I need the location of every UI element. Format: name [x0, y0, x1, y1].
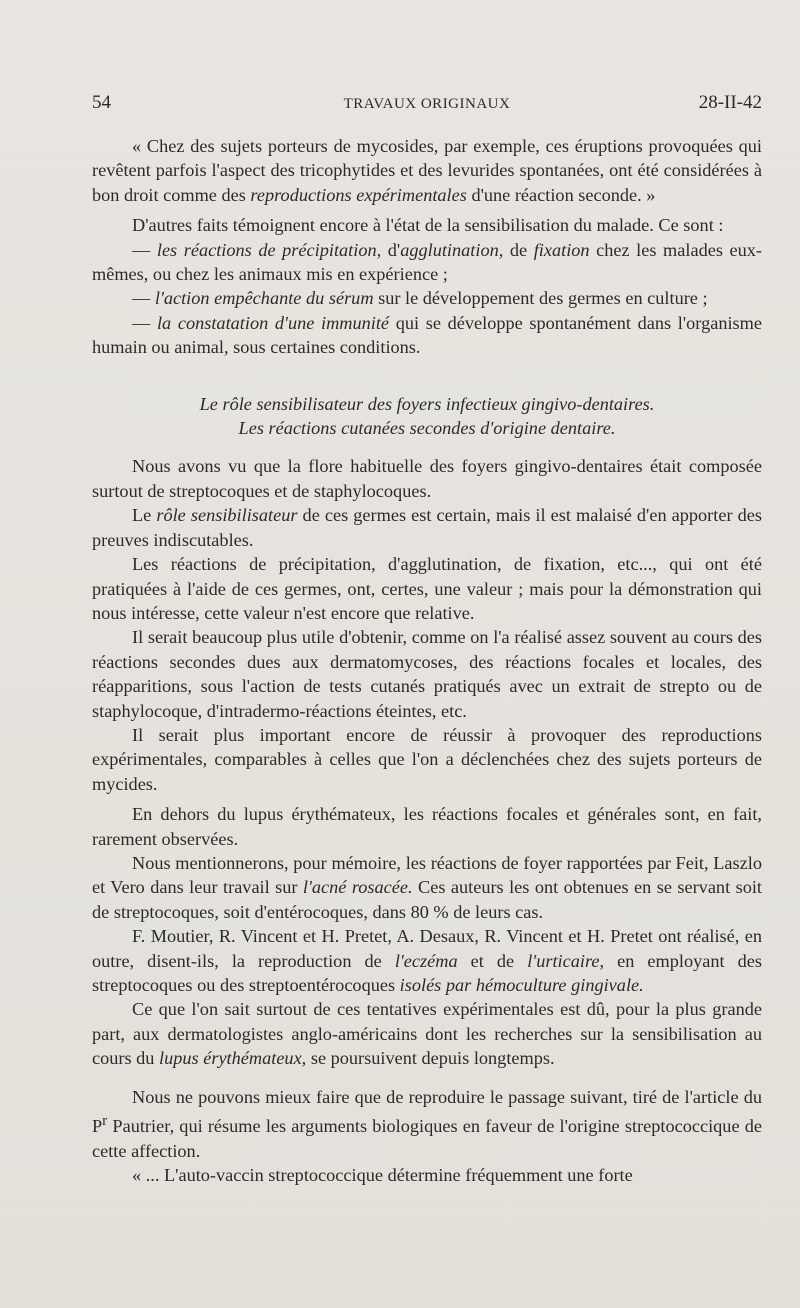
page-number: 54	[92, 92, 111, 113]
paragraph-quote-mycosides: « Chez des sujets porteurs de mycosides, par exemple, ces éruptions provoquées qui revêtent parfois l'aspect des tricophytides et des levurides spontanées, ont été considérées à bon droit comme des reproductions expérimentales d'une réaction seconde. »	[92, 136, 762, 205]
list-item-reactions: — les réactions de précipitation, d'agglutination, de fixation chez les malades eux-mêmes, ou chez les animaux mis en expérience ;	[92, 239, 763, 285]
section-heading: Le rôle sensibilisateur des foyers infectieux gingivo-dentaires.	[199, 393, 655, 414]
list-item-serum: — l'action empêchante du sérum sur le développement des germes en culture ;	[132, 288, 708, 309]
paragraph-moutier: F. Moutier, R. Vincent et H. Pretet, A. Desaux, R. Vincent et H. Pretet ont réalisé, en outre, disent-ils, la reproduction de l'eczéma et de l'urticaire, en employant des streptocoques ou des streptoentérocoques isolés par hémoculture gingivale.	[92, 926, 762, 995]
paragraph-other-facts: D'autres faits témoignent encore à l'état de la sensibilisation du malade. Ce sont :	[132, 215, 724, 236]
paragraph-anglo-american: Ce que l'on sait surtout de ces tentatives expérimentales est dû, pour la plus grande part, aux dermatologistes anglo-américains dont les recherches sur la sensibilisation au cours du lupus érythémateux, se poursuivent depuis longtemps.	[92, 999, 762, 1069]
paragraph-more-important: Il serait plus important encore de réussir à provoquer des reproductions expérimentales, comparables à celles que l'on a déclenchées chez des sujets porteurs de mycides.	[92, 724, 762, 794]
paragraph-flora: Nous avons vu que la flore habituelle des foyers gingivo-dentaires était composée surtout de streptocoques et de staphylocoques.	[92, 456, 762, 501]
section-subheading: Les réactions cutanées secondes d'origine dentaire.	[238, 418, 616, 439]
paragraph-auto-vaccine: « ... L'auto-vaccin streptococcique détermine fréquemment une forte	[132, 1164, 633, 1185]
paragraph-lupus: En dehors du lupus érythémateux, les réactions focales et générales sont, en fait, rarement observées.	[92, 804, 762, 849]
list-item-immunity: — la constatation d'une immunité qui se développe spontanément dans l'organisme humain ou animal, sous certaines conditions.	[92, 312, 762, 358]
paragraph-rosacea: Nous mentionnerons, pour mémoire, les réactions de foyer rapportées par Feit, Laszlo et Vero dans leur travail sur l'acné rosacée. Ces auteurs les ont obtenues en se servant soit de streptocoques, soit d'entérocoques, dans 80 % de leurs cas.	[92, 852, 762, 922]
paragraph-precipitation: Les réactions de précipitation, d'agglutination, de fixation, etc..., qui ont été pratiquées à l'aide de ces germes, ont, certes, une valeur ; mais pour la démonstration qui nous intéresse, cette valeur n'est encore que relative.	[92, 554, 762, 623]
running-title: TRAVAUX ORIGINAUX	[343, 96, 511, 112]
paragraph-more-useful: Il serait beaucoup plus utile d'obtenir, comme on l'a réalisé assez souvent au cours des réactions secondes dues aux dermatomycoses, des réactions focales et locales, des réapparitions, sous l'action de tests cutanés pratiqués avec un extrait de strepto ou de staphylocoque, d'intradermo-réactions éteintes, etc.	[92, 627, 762, 721]
page-body	[92, 134, 762, 1187]
paragraph-sensitizing-role: Le rôle sensibilisateur de ces germes est certain, mais il est malaisé d'en apporter des preuves indiscutables.	[92, 505, 762, 550]
issue-date: 28-II-42	[698, 92, 762, 113]
paragraph-pautrier: Nous ne pouvons mieux faire que de reproduire le passage suivant, tiré de l'article du $P^r$ Pautrier, qui résume les arguments biologiques en faveur de l'origine streptococcique de cette affection.	[92, 1086, 762, 1161]
running-header	[92, 90, 762, 116]
